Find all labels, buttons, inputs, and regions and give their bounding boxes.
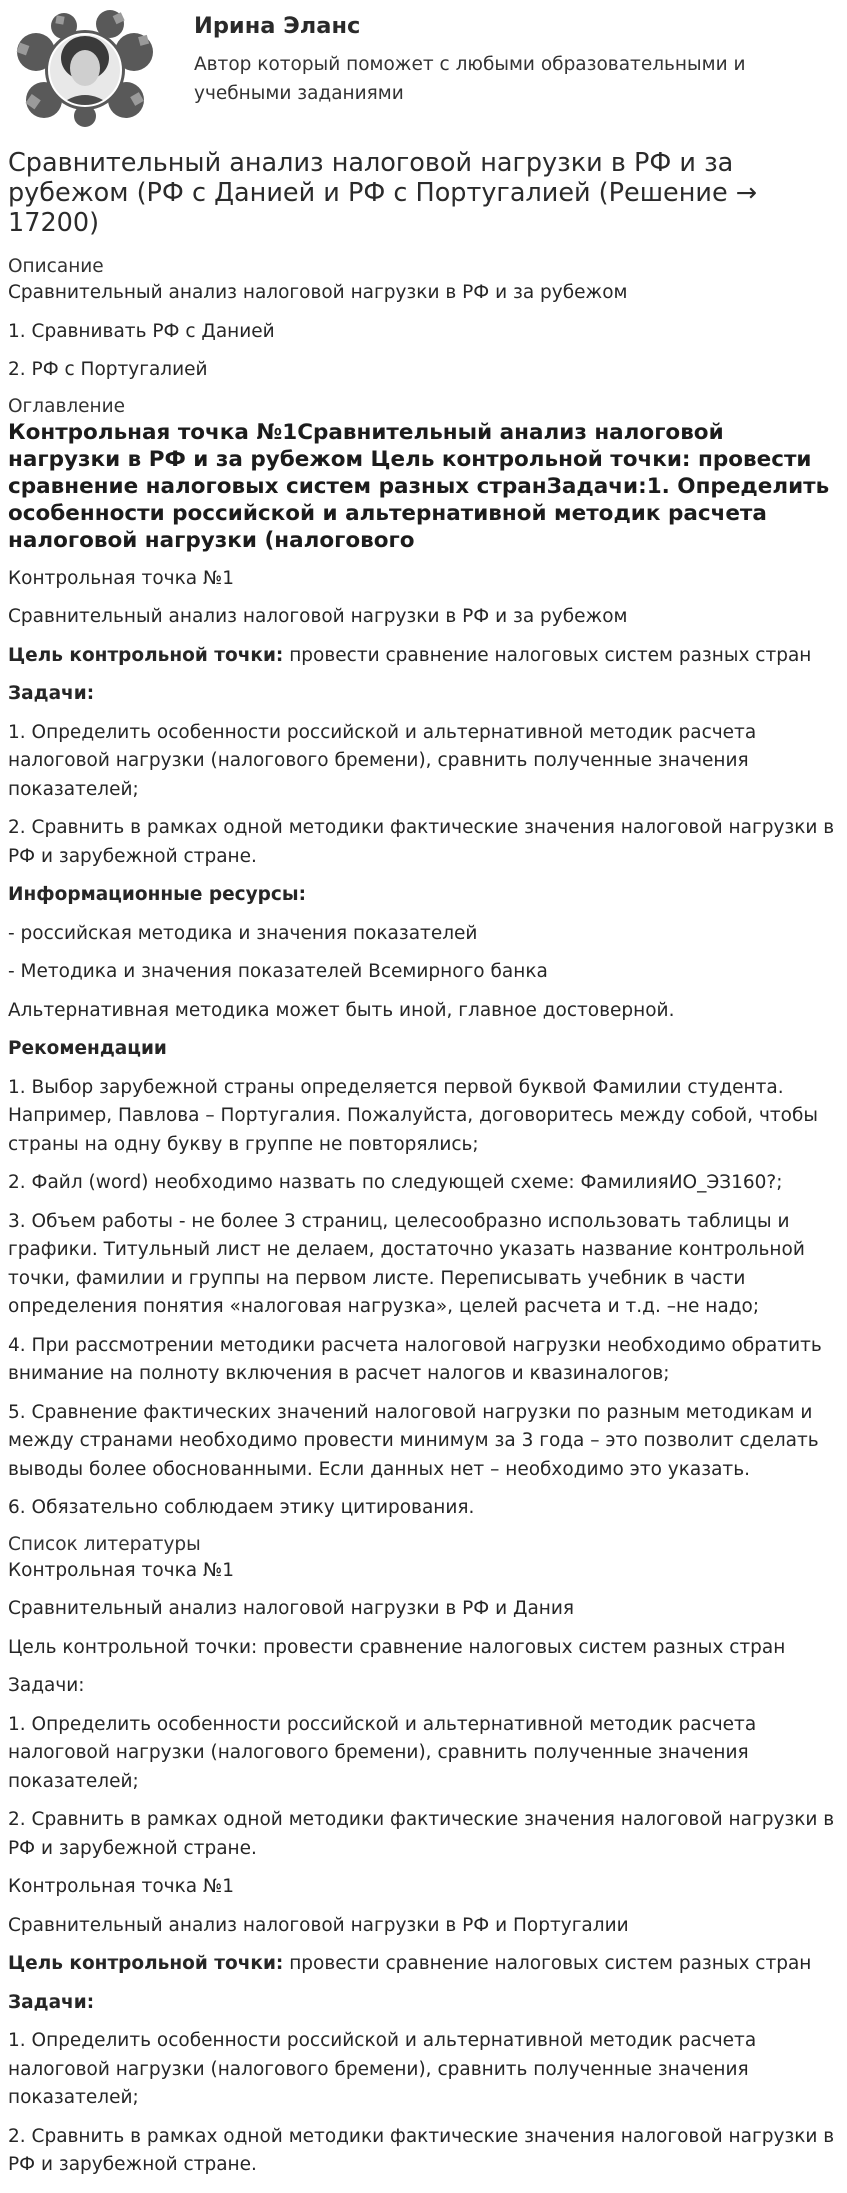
description-line: 2. РФ с Португалией	[8, 359, 208, 381]
recommendations-label: Рекомендации	[8, 1038, 167, 1060]
task-item: 1. Определить особенности российской и альтернативной методик расчета налоговой нагрузки (налогового бремени), сравнить полученные значения показателей;	[8, 1713, 757, 1792]
checkpoint-goal	[8, 642, 839, 671]
resource-item: - Методика и значения показателей Всемирного банка	[8, 961, 548, 983]
task-item: 1. Определить особенности российской и альтернативной методик расчета налоговой нагрузки (налогового бремени), сравнить полученные значения показателей;	[8, 2030, 757, 2109]
checkpoint-topic: Сравнительный анализ налоговой нагрузки в РФ и Дания	[8, 1598, 575, 1620]
task-item: 1. Определить особенности российской и альтернативной методик расчета налоговой нагрузки (налогового бремени), сравнить полученные значения показателей;	[8, 721, 757, 800]
section-2	[8, 1557, 839, 1864]
task-item: 2. Сравнить в рамках одной методики фактические значения налоговой нагрузки в РФ и зарубежной стране.	[8, 1809, 835, 1859]
tasks-label: Задачи:	[8, 1675, 85, 1697]
recommendation-item: 6. Обязательно соблюдаем этику цитирования.	[8, 1497, 475, 1519]
author-card	[8, 0, 839, 140]
document-title: Сравнительный анализ налоговой нагрузки в РФ и за рубежом (РФ с Данией и РФ с Португалией (Решение → 17200)	[8, 148, 758, 238]
description-line: Сравнительный анализ налоговой нагрузки в РФ и за рубежом	[8, 282, 628, 304]
goal-text: провести сравнение налоговых систем разных стран	[283, 1953, 812, 1975]
section-1	[8, 565, 839, 1523]
author-description: Автор который поможет с любыми образовательными и учебными заданиями	[194, 54, 746, 104]
author-avatar	[14, 8, 156, 128]
checkpoint-topic: Сравнительный анализ налоговой нагрузки в РФ и Португалии	[8, 1914, 629, 1936]
checkpoint-goal	[8, 1950, 839, 1979]
checkpoint-heading: Контрольная точка №1	[8, 1559, 234, 1581]
task-item: 2. Сравнить в рамках одной методики фактические значения налоговой нагрузки в РФ и зарубежной стране.	[8, 2125, 835, 2176]
checkpoint-goal: Цель контрольной точки: провести сравнение налоговых систем разных стран	[8, 1636, 786, 1658]
author-name: Ирина Эланс	[194, 13, 361, 39]
recommendation-item: 1. Выбор зарубежной страны определяется первой буквой Фамилии студента. Например, Павлова – Португалия. Пожалуйста, договоритесь между собой, чтобы страны на одну букву в группе не повторялись;	[8, 1076, 818, 1155]
resource-item: - российская методика и значения показателей	[8, 922, 478, 944]
recommendation-item: 2. Файл (word) необходимо назвать по следующей схеме: ФамилияИО_ЭЗ160?;	[8, 1172, 783, 1194]
tasks-label: Задачи:	[8, 1991, 95, 2013]
checkpoint-heading: Контрольная точка №1	[8, 567, 234, 589]
recommendation-item: 4. При рассмотрении методики расчета налоговой нагрузки необходимо обратить внимание на полноту включения в расчет налогов и квазиналогов;	[8, 1334, 822, 1385]
goal-text: провести сравнение налоговых систем разных стран	[283, 644, 812, 666]
recommendation-item: 3. Объем работы - не более 3 страниц, целесообразно использовать таблицы и графики. Титульный лист не делаем, достаточно указать название контрольной точки, фамилии и группы на первом листе. Переписывать учебник в части определения понятия «налоговая нагрузка», целей расчета и т.д. –не надо;	[8, 1210, 805, 1318]
checkpoint-heading: Контрольная точка №1	[8, 1876, 234, 1898]
recommendation-item: 5. Сравнение фактических значений налоговой нагрузки по разным методикам и между странами необходимо провести минимум за 3 года – это позволит сделать выводы более обоснованными. Если данных нет – необходимо это указать.	[8, 1401, 819, 1480]
goal-label: Цель контрольной точки:	[8, 644, 284, 666]
description-label: Описание	[8, 256, 104, 278]
goal-label: Цель контрольной точки:	[8, 1953, 284, 1975]
toc-label: Оглавление	[8, 395, 126, 417]
resources-label: Информационные ресурсы:	[8, 884, 306, 906]
references-label: Список литературы	[8, 1533, 201, 1555]
task-item: 2. Сравнить в рамках одной методики фактические значения налоговой нагрузки в РФ и зарубежной стране.	[8, 817, 835, 867]
toc-text: Контрольная точка №1Сравнительный анализ налоговой нагрузки в РФ и за рубежом Цель контрольной точки: провести сравнение налоговых систем разных странЗадачи:1. Определить особенности российской и альтернативной методик расчета налоговой нагрузки (налогового	[8, 419, 830, 553]
alternative-note: Альтернативная методика может быть иной, главное достоверной.	[8, 999, 675, 1021]
description-line: 1. Сравнивать РФ с Данией	[8, 320, 275, 342]
section-3	[8, 1873, 839, 2180]
tasks-label: Задачи:	[8, 683, 95, 705]
checkpoint-topic: Сравнительный анализ налоговой нагрузки в РФ и за рубежом	[8, 606, 628, 628]
